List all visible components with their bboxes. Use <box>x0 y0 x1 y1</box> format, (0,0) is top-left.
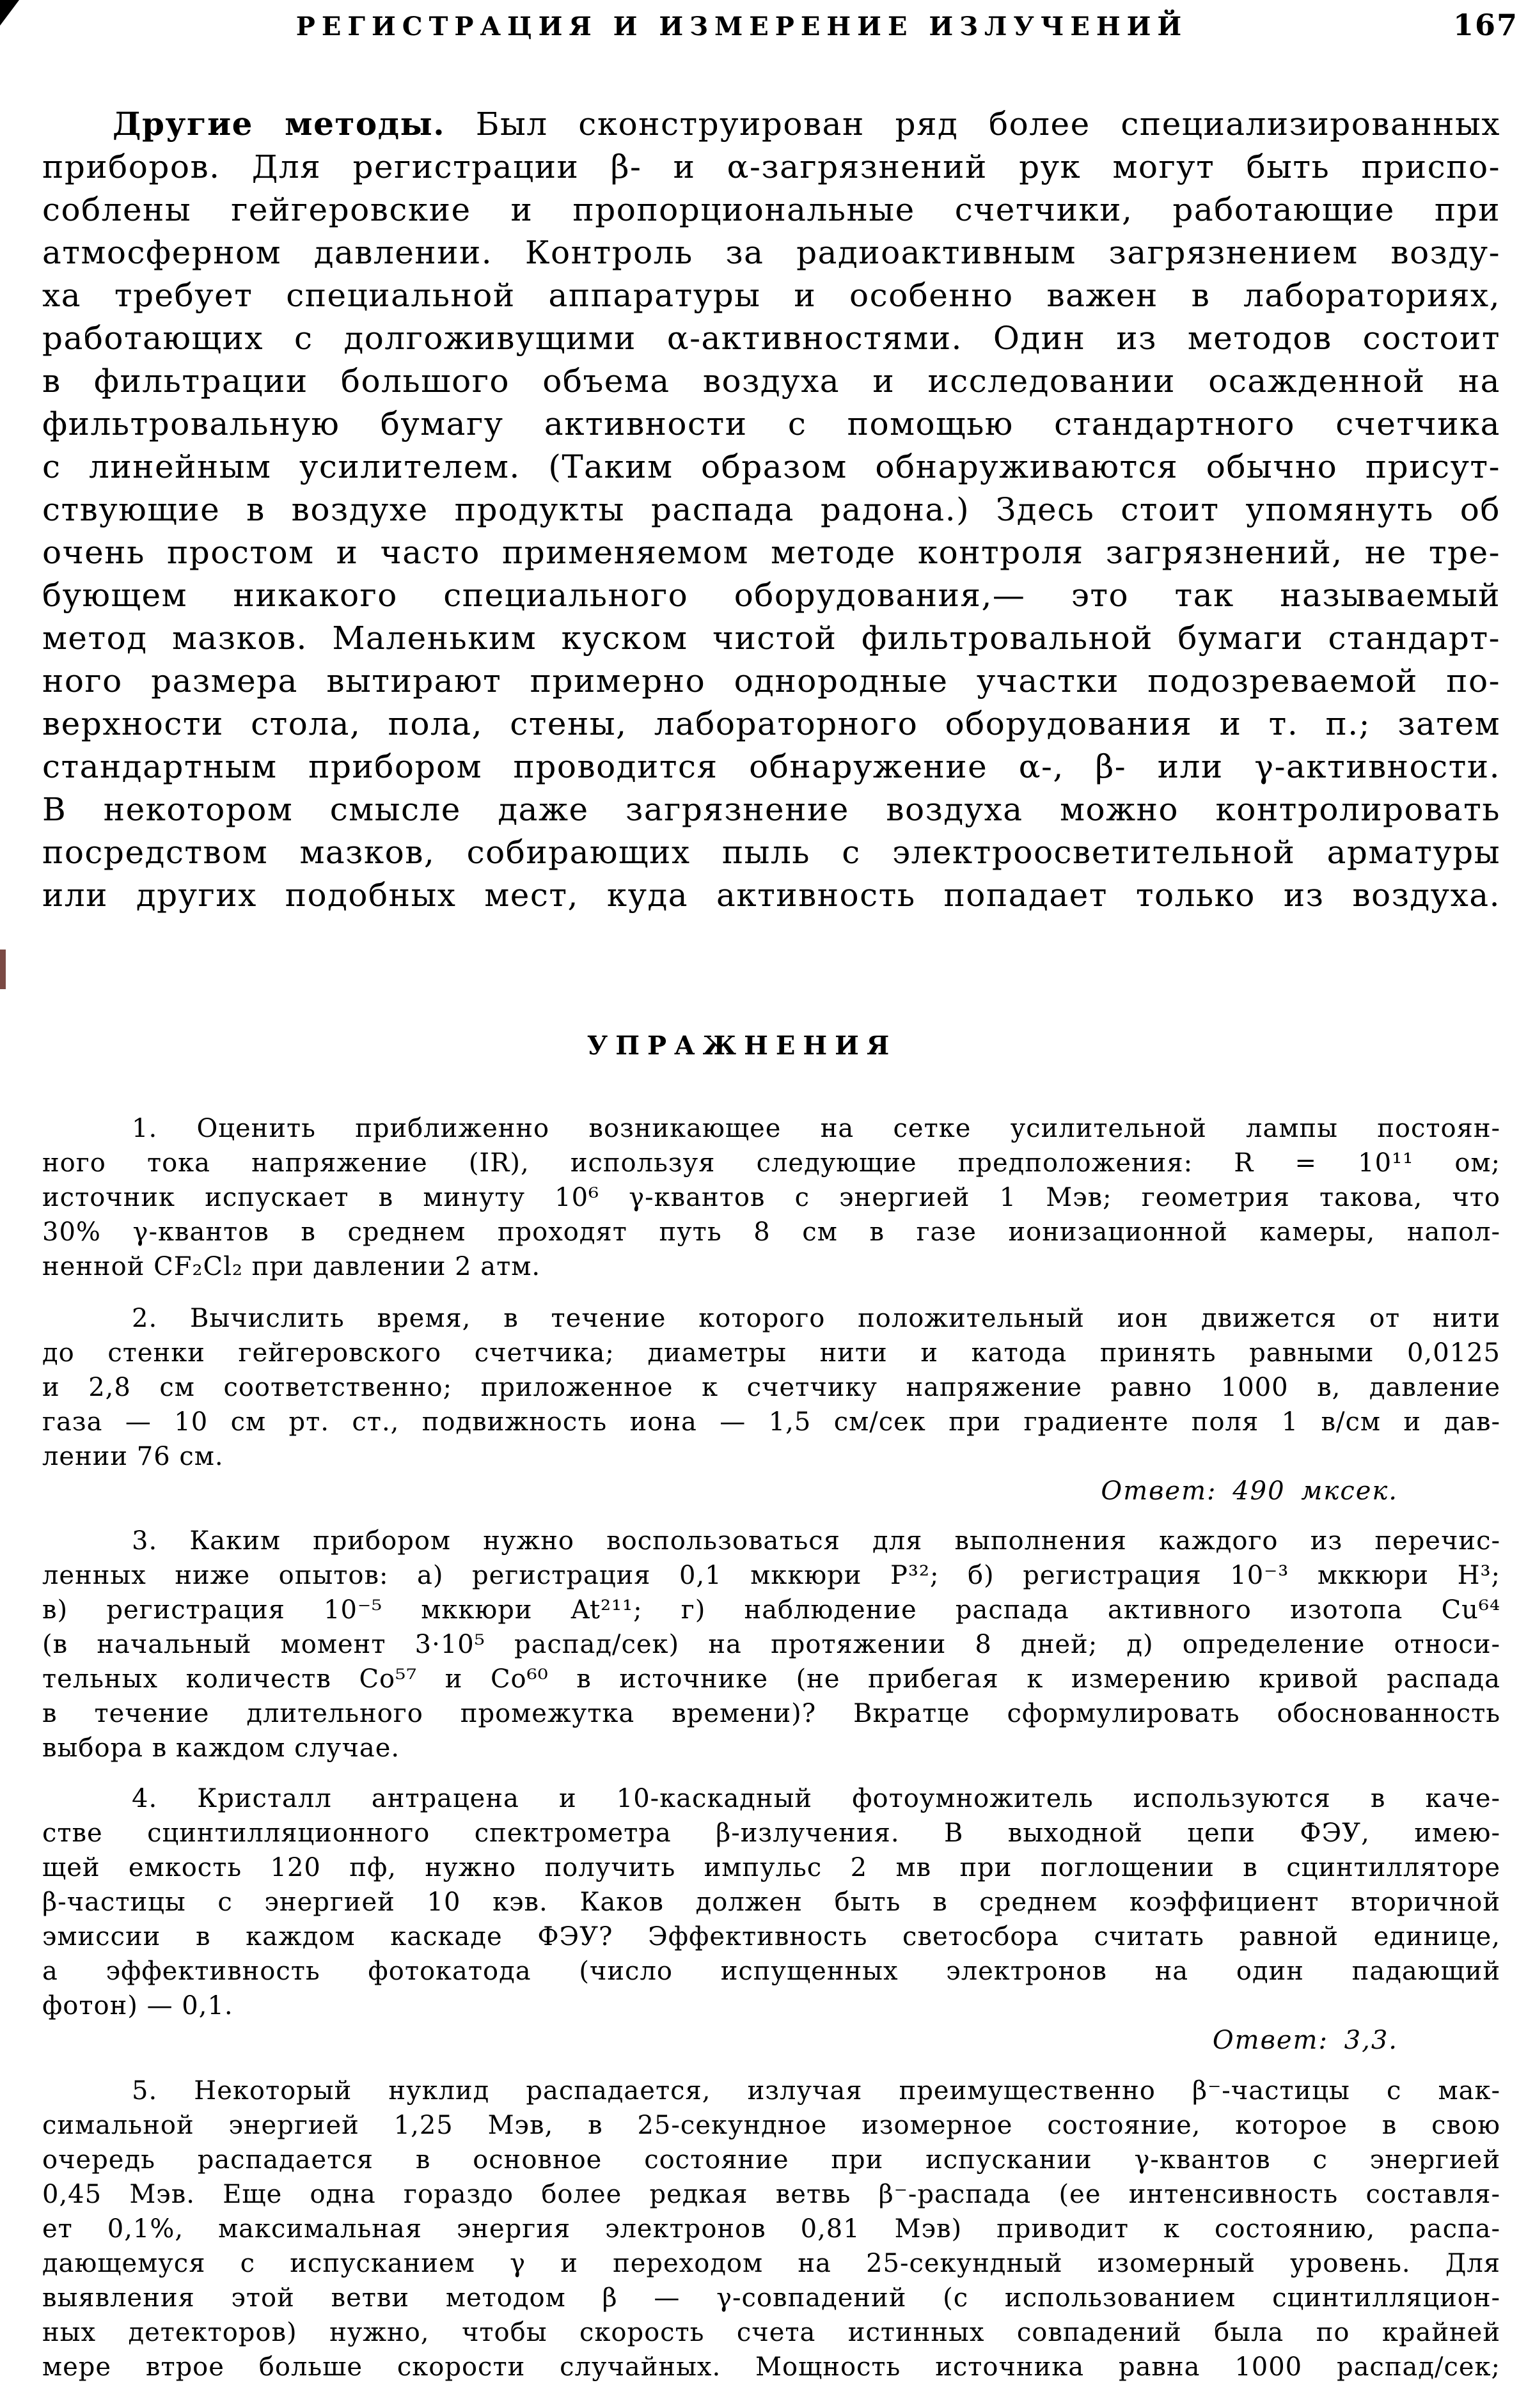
text-line: очень простом и часто применяемом методе контроля загрязнений, не тре- <box>42 534 1500 571</box>
text-line: 5. Некоторый нуклид распадается, излучая преимущественно β⁻-частицы с мак- <box>132 2076 1500 2106</box>
exercise-3-lines <box>42 1524 1500 1765</box>
exercises-heading: УПРАЖНЕНИЯ <box>586 1031 897 1061</box>
exercise-5-lines <box>42 2074 1500 2384</box>
text-line: 3. Каким прибором нужно воспользоваться для выполнения каждого из перечис- <box>132 1526 1500 1556</box>
text-line: приборов. Для регистрации β- и α-загрязнений рук могут быть приспо- <box>42 148 1500 185</box>
text-line: эмиссии в каждом каскаде ФЭУ? Эффективность светосбора считать равной единице, <box>42 1922 1500 1951</box>
text-line: ленных ниже опытов: а) регистрация 0,1 мккюри P³²; б) регистрация 10⁻³ мккюри H³; <box>42 1561 1500 1590</box>
intro-lines <box>42 146 1500 917</box>
exercise-2-lines <box>42 1301 1500 1474</box>
exercise-1 <box>42 1111 1500 1284</box>
text-line: посредством мазков, собирающих пыль с электроосветительной арматуры <box>42 834 1500 871</box>
text-line: с линейным усилителем. (Таким образом обнаруживаются обычно присут- <box>42 448 1500 485</box>
text-line: стандартным прибором проводится обнаружение α-, β- или γ-активности. <box>42 748 1500 785</box>
text-line <box>42 102 1500 146</box>
text-span: Был сконструирован ряд более специализированных <box>445 106 1500 143</box>
text-line: мере втрое больше скорости случайных. Мощность источника равна 1000 распад/сек; <box>42 2352 1500 2382</box>
text-line: очередь распадается в основное состояние при испускании γ-квантов с энергией <box>42 2145 1500 2175</box>
text-line: β-частицы с энергией 10 кэв. Каков должен быть в среднем коэффициент вторичной <box>42 1888 1500 1917</box>
text-line: в) регистрация 10⁻⁵ мккюри At²¹¹; г) наблюдение распада активного изотопа Cu⁶⁴ <box>42 1595 1500 1625</box>
text-line: ствующие в воздухе продукты распада радона.) Здесь стоит упомянуть об <box>42 491 1500 528</box>
text-line: верхности стола, пола, стены, лабораторного оборудования и т. п.; затем <box>42 705 1500 742</box>
text-line: выбора в каждом случае. <box>42 1733 400 1763</box>
text-line: 0,45 Мэв. Еще одна гораздо более редкая ветвь β⁻-распада (ее интенсивность составля- <box>42 2180 1500 2209</box>
text-line: или других подобных мест, куда активность попадает только из воздуха. <box>42 877 1500 914</box>
running-title: РЕГИСТРАЦИЯ И ИЗМЕРЕНИЕ ИЗЛУЧЕНИЙ <box>295 12 1188 42</box>
text-line: ет 0,1%, максимальная энергия электронов 0,81 Мэв) приводит к состоянию, распа- <box>42 2214 1500 2244</box>
answer-line: Ответ: 490 мксек. <box>1101 1476 1398 1506</box>
answer-line: Ответ: 3,3. <box>1212 2026 1398 2055</box>
text-line: ха требует специальной аппаратуры и особенно важен в лабораториях, <box>42 277 1500 314</box>
text-line: ного размера вытирают примерно однородные участки подозреваемой по- <box>42 662 1500 700</box>
text-line: соблены гейгеровские и пропорциональные счетчики, работающие при <box>42 191 1500 228</box>
intro-paragraph <box>42 102 1500 917</box>
exercise-4-lines <box>42 1781 1500 2023</box>
text-line: В некотором смысле даже загрязнение воздуха можно контролировать <box>42 791 1500 828</box>
text-line: в фильтрации большого объема воздуха и исследовании осажденной на <box>42 363 1500 400</box>
text-line: работающих с долгоживущими α-активностями. Один из методов состоит <box>42 320 1500 357</box>
text-line: фотон) — 0,1. <box>42 1991 233 2021</box>
exercise-4 <box>42 1781 1500 2058</box>
text-line: лении 76 см. <box>42 1442 224 1471</box>
text-line: 4. Кристалл антрацена и 10-каскадный фотоумножитель используются в каче- <box>132 1784 1500 1813</box>
text-line: (в начальный момент 3·10⁵ распад/сек) на протяжении 8 дней; д) определение относи- <box>42 1630 1500 1659</box>
exercise-5 <box>42 2074 1500 2384</box>
exercise-3 <box>42 1524 1500 1765</box>
text-line: бующем никакого специального оборудования,— это так называемый <box>42 577 1500 614</box>
text-line: 30% γ-квантов в среднем проходят путь 8 см в газе ионизационной камеры, напол- <box>42 1217 1500 1247</box>
scan-edge-artifact <box>0 950 6 989</box>
text-line: тельных количеств Co⁵⁷ и Co⁶⁰ в источнике (не прибегая к измерению кривой распада <box>42 1664 1500 1694</box>
text-line: ненной CF₂Cl₂ при давлении 2 атм. <box>42 1252 541 1281</box>
text-line: симальной энергией 1,25 Мэв, в 25-секундное изомерное состояние, которое в свою <box>42 2111 1500 2140</box>
text-line: в течение длительного промежутка времени)? Вкратце сформулировать обоснованность <box>42 1699 1500 1728</box>
text-line: фильтровальную бумагу активности с помощью стандартного счетчика <box>42 405 1500 442</box>
text-line: щей емкость 120 пф, нужно получить импульс 2 мв при поглощении в сцинтилляторе <box>42 1853 1500 1882</box>
text-line: а эффективность фотокатода (число испущенных электронов на один падающий <box>42 1957 1500 1986</box>
text-line: дающемуся с испусканием γ и переходом на 25-секундный изомерный уровень. Для <box>42 2249 1500 2278</box>
text-line: выявления этой ветви методом β — γ-совпадений (с использованием сцинтилляцион- <box>42 2283 1500 2313</box>
exercise-1-lines <box>42 1111 1500 1284</box>
text-line: источник испускает в минуту 10⁶ γ-квантов с энергией 1 Мэв; геометрия такова, что <box>42 1183 1500 1212</box>
text-line: 1. Оценить приближенно возникающее на сетке усилительной лампы постоян- <box>132 1114 1500 1143</box>
text-line: ного тока напряжение (IR), используя следующие предположения: R = 10¹¹ ом; <box>42 1148 1500 1178</box>
text-line: стве сцинтилляционного спектрометра β-излучения. В выходной цепи ФЭУ, имею- <box>42 1818 1500 1848</box>
text-line: метод мазков. Маленьким куском чистой фильтровальной бумаги стандарт- <box>42 620 1500 657</box>
paragraph-lead: Другие методы. <box>113 105 446 143</box>
text-line: 2. Вычислить время, в течение которого положительный ион движется от нити <box>132 1304 1500 1333</box>
text-line: газа — 10 см рт. ст., подвижность иона — 1,5 см/сек при градиенте поля 1 в/см и дав- <box>42 1407 1500 1437</box>
text-line: атмосферном давлении. Контроль за радиоактивным загрязнением возду- <box>42 234 1500 271</box>
page-number: 167 <box>1452 8 1518 42</box>
text-line: ных детекторов) нужно, чтобы скорость счета истинных совпадений была по крайней <box>42 2318 1500 2347</box>
text-line: и 2,8 см соответственно; приложенное к счетчику напряжение равно 1000 в, давление <box>42 1373 1500 1402</box>
text-line: до стенки гейгеровского счетчика; диаметры нити и катода принять равными 0,0125 <box>42 1338 1500 1368</box>
exercise-2 <box>42 1301 1500 1508</box>
